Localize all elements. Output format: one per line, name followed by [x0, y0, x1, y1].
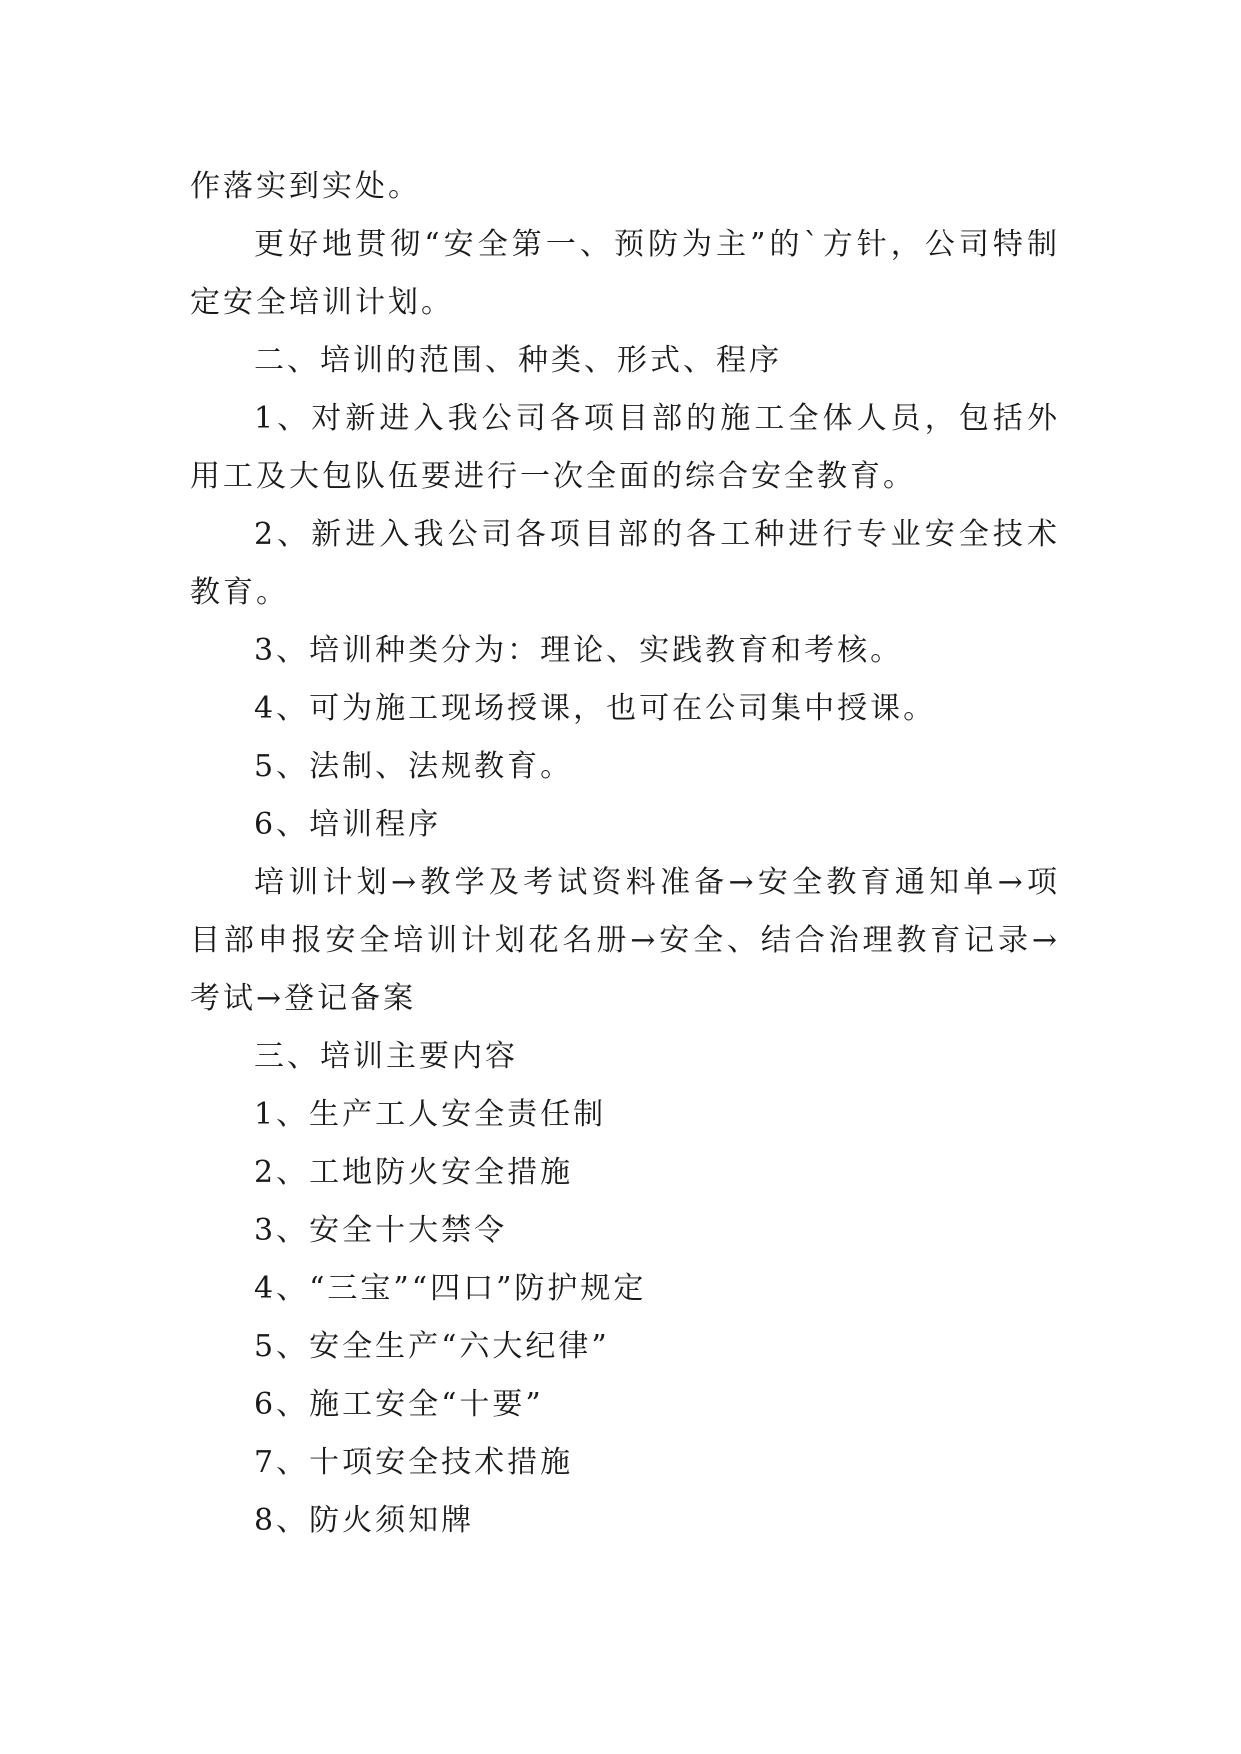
list-item: 5、安全生产“六大纪律” — [254, 1329, 610, 1364]
paragraph: 作落实到实处。 — [190, 169, 421, 204]
list-item: 7、十项安全技术措施 — [254, 1445, 574, 1480]
paragraph: 更好地贯彻“安全第一、预防为主”的`方针，公司特制定安全培训计划。 — [190, 227, 1060, 320]
list-item: 8、防火须知牌 — [254, 1503, 475, 1538]
section-heading: 三、培训主要内容 — [254, 1039, 518, 1074]
list-item: 4、“三宝”“四口”防护规定 — [254, 1271, 647, 1306]
list-item: 2、新进入我公司各项目部的各工种进行专业安全技术教育。 — [190, 517, 1060, 610]
list-item: 2、工地防火安全措施 — [254, 1155, 574, 1190]
list-item: 1、生产工人安全责任制 — [254, 1097, 607, 1132]
list-item: 1、对新进入我公司各项目部的施工全体人员，包括外用工及大包队伍要进行一次全面的综合安全教育。 — [190, 401, 1060, 494]
list-item: 5、法制、法规教育。 — [254, 749, 574, 784]
document-body — [190, 158, 1060, 1550]
list-item: 3、培训种类分为：理论、实践教育和考核。 — [254, 633, 904, 668]
list-item: 6、施工安全“十要” — [254, 1387, 544, 1422]
list-item: 4、可为施工现场授课，也可在公司集中授课。 — [254, 691, 937, 726]
list-item: 3、安全十大禁令 — [254, 1213, 508, 1248]
procedure-flow: 培训计划→教学及考试资料准备→安全教育通知单→项目部申报安全培训计划花名册→安全、结合治理教育记录→考试→登记备案 — [190, 865, 1060, 1016]
list-item: 6、培训程序 — [254, 807, 442, 842]
section-heading: 二、培训的范围、种类、形式、程序 — [254, 343, 782, 378]
